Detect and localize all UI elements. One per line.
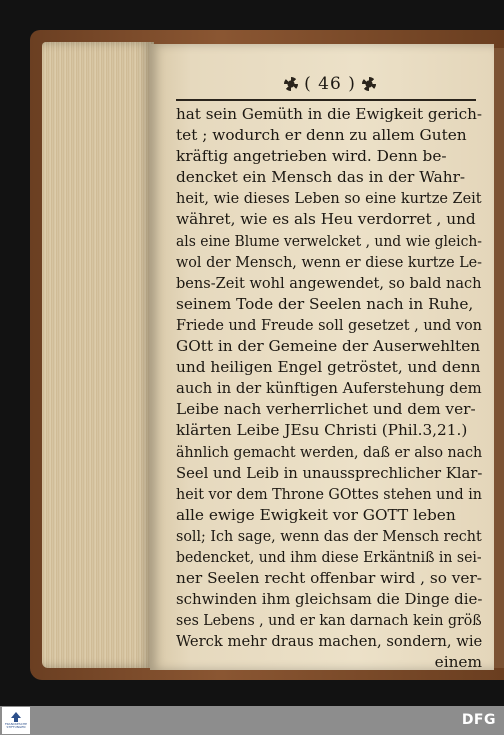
text-line: seinem Tode der Seelen nach in Ruhe, (176, 294, 474, 313)
cover-right-edge (494, 48, 504, 668)
page-number: ( 46 ) (304, 74, 356, 94)
header-rule (176, 99, 476, 101)
text-line: kräftig angetrieben wird. Denn be- (176, 147, 447, 166)
text-line: heit vor dem Throne GOttes stehen und in (176, 484, 482, 503)
page-text (176, 104, 482, 674)
viewer-footer (0, 706, 504, 735)
page-edges (42, 42, 154, 668)
text-line: Werck mehr draus machen, sondern, wie (176, 632, 483, 651)
text-line: als eine Blume verwelcket , und wie gleich- (176, 231, 482, 250)
text-line: tet ; wodurch er denn zu allem Guten (176, 126, 467, 145)
text-line: ses Lebens , und er kan darnach kein größ (176, 611, 482, 630)
text-line: währet, wie es als Heu verdorret , und (176, 210, 476, 229)
text-line: bedencket, und ihm diese Erkäntniß in sei- (176, 547, 482, 566)
book-page (150, 44, 494, 670)
page-header (270, 72, 390, 96)
text-line: ner Seelen recht offenbar wird , so ver- (176, 569, 482, 588)
text-line: Friede und Freude soll gesetzet , und von (176, 315, 482, 334)
logo-text: FRANCKESCHE STIFTUNGEN (4, 722, 28, 729)
text-line: klärten Leibe JEsu Christi (Phil.3,21.) (176, 421, 468, 440)
text-line: hat sein Gemüth in die Ewigkeit gerich- (176, 105, 482, 123)
text-line: alle ewige Ewigkeit vor GOTT leben (176, 505, 456, 524)
text-line: heit, wie dieses Leben so eine kurtze Zeit (176, 189, 482, 208)
catchword: einem (434, 653, 482, 672)
text-line: ähnlich gemacht werden, daß er also nach (176, 442, 483, 461)
franckesche-stiftungen-logo[interactable] (2, 707, 30, 734)
dfg-logo[interactable]: DFG (461, 712, 496, 728)
text-line: dencket ein Mensch das in der Wahr- (176, 168, 466, 187)
ornament-left-icon (284, 77, 298, 91)
text-line: auch in der künftigen Auferstehung dem (176, 379, 482, 398)
logo-mark-icon (11, 712, 21, 722)
ornament-right-icon (362, 77, 376, 91)
text-line: und heiligen Engel getröstet, und denn (176, 358, 481, 377)
text-line: bens-Zeit wohl angewendet, so bald nach (176, 273, 482, 292)
text-line: wol der Mensch, wenn er diese kurtze Le- (176, 252, 483, 271)
text-line: Leibe nach verherrlichet und dem ver- (176, 400, 476, 419)
text-line: GOtt in der Gemeine der Auserwehlten (176, 337, 481, 356)
text-line: schwinden ihm gleichsam die Dinge die- (176, 590, 483, 609)
text-line: Seel und Leib in unaussprechlicher Klar- (176, 463, 483, 482)
text-line: soll; Ich sage, wenn das der Mensch recht (176, 526, 482, 545)
